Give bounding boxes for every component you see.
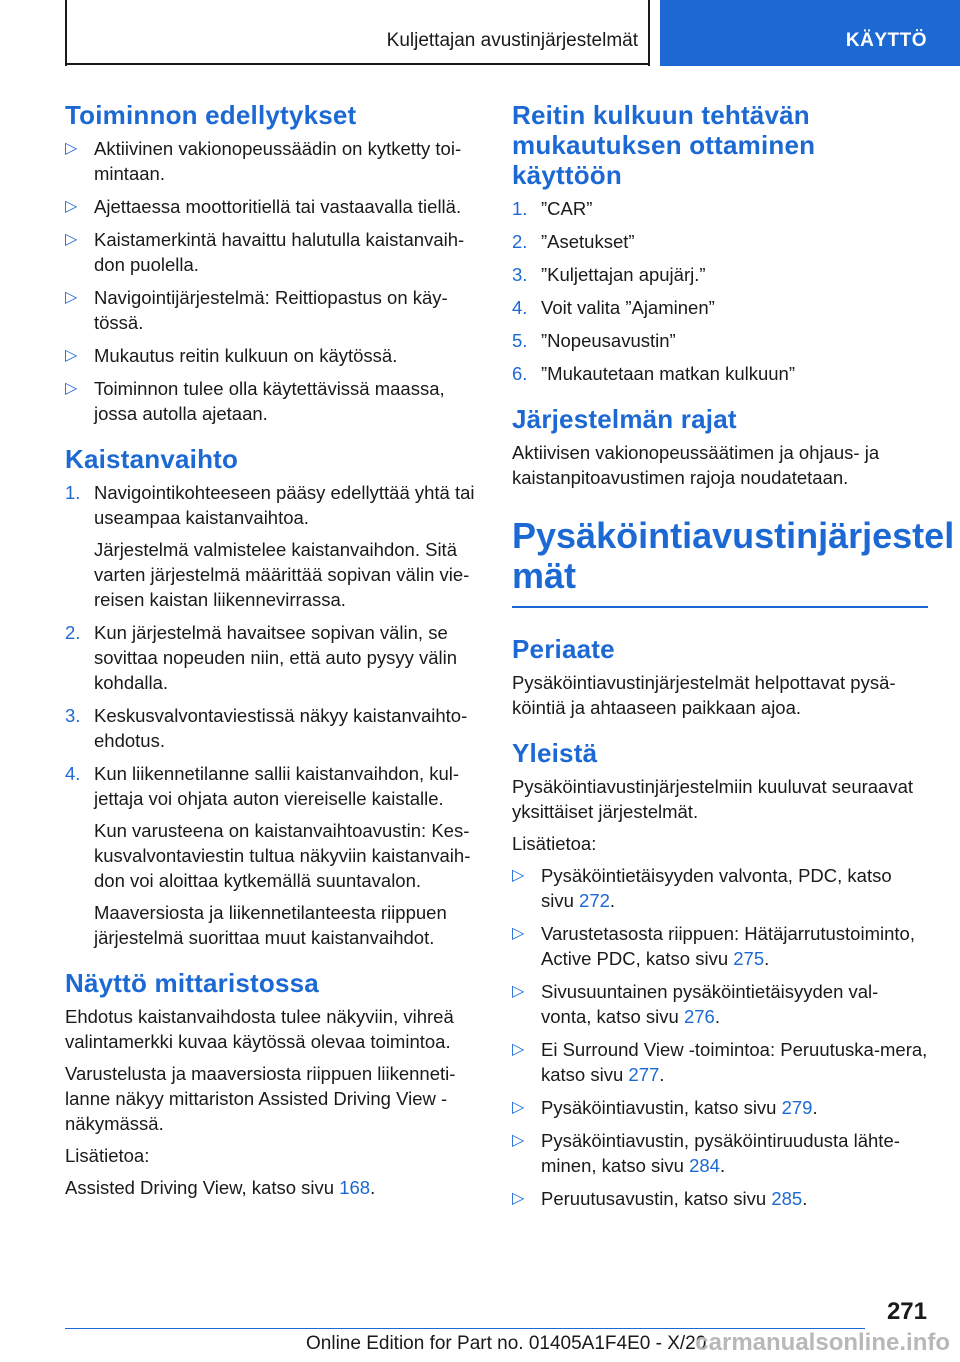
- page-link[interactable]: 275: [733, 948, 765, 969]
- paragraph: Assisted Driving View, katso sivu 168.: [65, 1177, 376, 1198]
- paragraph: Aktiivisen vakionopeussäätimen ja ohjaus- ja kaistanpitoavustimen rajoja noudatetaan.: [512, 442, 880, 488]
- list-item: 3. ”Kuljettajan apujärj.”: [512, 264, 706, 285]
- section-requirements: [65, 100, 477, 426]
- step-number: 6.: [512, 363, 528, 384]
- paragraph: Pysäköintiavustinjärjestelmät helpottavat pysä-köintiä ja ahtaaseen paikkaan ajoa.: [512, 672, 896, 718]
- list-item: 1. Navigointikohteeseen pääsy edellyttää yhtä tai useampaa kaistanvaihtoa. Järjestelmä valmistelee kaistanvaihdon. Sitä varten järjestelmä määrittää sopivan välin vie-reisen kaistan liikennevirrassa.: [65, 480, 477, 612]
- list-item: ▷ Pysäköintiavustin, pysäköintiruudusta lähte-minen, katso sivu 284.: [512, 1130, 900, 1176]
- page-link[interactable]: 276: [683, 1006, 715, 1027]
- step-number: 1.: [512, 198, 528, 219]
- section-title: Yleistä: [512, 738, 598, 768]
- list-item: ▷ Kaistamerkintä havaittu halutulla kaistanvaih-don puolella.: [65, 229, 465, 275]
- step-number: 3.: [65, 705, 81, 726]
- section-title: Periaate: [512, 634, 615, 664]
- triangle-bullet-icon: ▷: [65, 289, 78, 306]
- list-item: ▷ Pysäköintietäisyyden valvonta, PDC, katso sivu 272.: [512, 865, 892, 911]
- list-item: ▷ Ei Surround View -toimintoa: Peruutuska-mera, katso sivu 277.: [512, 1039, 928, 1085]
- list-item: 4. Voit valita ”Ajaminen”: [512, 297, 715, 318]
- paragraph: Varustelusta ja maaversiosta riippuen liikenneti-lanne näkyy mittariston Assisted Driving View -näkymässä.: [65, 1063, 456, 1134]
- step-number: 4.: [65, 763, 81, 784]
- step-note: Kun varusteena on kaistanvaihtoavustin: Kes-kusvalvontaviestin tultua näkyviin kaistanvaih-don voi aloittaa kytkemällä suuntavalon.: [94, 820, 471, 891]
- triangle-bullet-icon: ▷: [65, 231, 78, 248]
- paragraph: Pysäköintiavustinjärjestelmiin kuuluvat seuraavat yksittäiset järjestelmät.: [512, 776, 914, 822]
- step-note: Maaversiosta ja liikennetilanteesta riippuen järjestelmä suorittaa muut kaistanvaihdot.: [94, 902, 447, 948]
- list-item: 2. ”Asetukset”: [512, 231, 635, 252]
- step-note: Järjestelmä valmistelee kaistanvaihdon. Sitä varten järjestelmä määrittää sopivan välin vie-reisen kaistan liikennevirrassa.: [94, 539, 470, 610]
- list-item: 3. Keskusvalvontaviestissä näkyy kaistanvaihto-ehdotus.: [65, 705, 468, 751]
- page-link[interactable]: 277: [628, 1064, 660, 1085]
- triangle-bullet-icon: ▷: [512, 867, 525, 884]
- paragraph: Lisätietoa:: [512, 833, 597, 854]
- header-section-tab[interactable]: [660, 0, 960, 66]
- section-general: [512, 738, 928, 1211]
- page-link[interactable]: 284: [689, 1155, 720, 1176]
- page-link[interactable]: 168: [339, 1177, 371, 1198]
- list-item: ▷ Aktiivinen vakionopeussäädin on kytketty toi-mintaan.: [65, 138, 462, 184]
- page-number: 271: [886, 1298, 927, 1325]
- paragraph: Ehdotus kaistanvaihdosta tulee näkyviin, vihreä valintamerkki kuvaa käytössä olevaa toimintoa.: [65, 1006, 454, 1052]
- paragraph: Lisätietoa:: [65, 1145, 150, 1166]
- page-link[interactable]: 285: [771, 1188, 803, 1209]
- header-section-tab-label: KÄYTTÖ: [845, 30, 927, 51]
- section-instrument-display: [65, 968, 477, 1200]
- list-item: ▷ Mukautus reitin kulkuun on käytössä.: [65, 345, 398, 366]
- left-column: [65, 100, 477, 1218]
- chapter-heading: [512, 515, 955, 608]
- step-number: 1.: [65, 482, 81, 503]
- list-item: ▷ Ajettaessa moottoritiellä tai vastaavalla tiellä.: [65, 196, 462, 217]
- section-title: Järjestelmän rajat: [512, 404, 737, 434]
- chapter-rule: [512, 606, 928, 608]
- triangle-bullet-icon: ▷: [65, 140, 78, 157]
- section-title: Kaistanvaihto: [65, 444, 239, 474]
- triangle-bullet-icon: ▷: [512, 1041, 525, 1058]
- section-title: Näyttö mittaristossa: [65, 968, 319, 998]
- step-number: 3.: [512, 264, 528, 285]
- section-title: Reitin kulkuun tehtävän mukautuksen ottaminen käyttöön: [512, 100, 816, 190]
- page-link[interactable]: 279: [781, 1097, 813, 1118]
- header-title: Kuljettajan avustinjärjestelmät: [386, 30, 638, 51]
- list-item: 5. ”Nopeusavustin”: [512, 330, 676, 351]
- header-rule-bottom: [65, 63, 650, 65]
- triangle-bullet-icon: ▷: [512, 1190, 525, 1207]
- lane-change-steps: [65, 480, 477, 950]
- list-item: ▷ Varustetasosta riippuen: Hätäjarrutustoiminto, Active PDC, katso sivu 275.: [512, 923, 915, 969]
- section-route-adaptation: [512, 100, 928, 386]
- section-system-limits: [512, 404, 928, 490]
- list-item: ▷ Peruutusavustin, katso sivu 285.: [512, 1188, 808, 1209]
- list-item: ▷ Pysäköintiavustin, katso sivu 279.: [512, 1097, 818, 1118]
- header-rule-right: [648, 0, 650, 66]
- footer-edition-text: Online Edition for Part no. 01405A1F4E0 - X/20: [306, 1333, 707, 1354]
- list-item: 6. ”Mukautetaan matkan kulkuun”: [512, 363, 795, 384]
- page-header: [0, 0, 960, 66]
- section-lane-change: [65, 444, 477, 950]
- right-column: [512, 100, 955, 1229]
- triangle-bullet-icon: ▷: [512, 1132, 525, 1149]
- triangle-bullet-icon: ▷: [512, 925, 525, 942]
- step-number: 5.: [512, 330, 528, 351]
- watermark-text: carmanualsonline.info: [695, 1329, 950, 1356]
- list-item: ▷ Navigointijärjestelmä: Reittiopastus on käy-tössä.: [65, 287, 448, 333]
- header-rule-left: [65, 0, 67, 66]
- triangle-bullet-icon: ▷: [512, 1099, 525, 1116]
- triangle-bullet-icon: ▷: [512, 983, 525, 1000]
- requirements-list: [65, 136, 477, 426]
- step-number: 2.: [512, 231, 528, 252]
- list-item: ▷ Toiminnon tulee olla käytettävissä maassa, jossa autolla ajetaan.: [65, 378, 445, 424]
- list-item: ▷ Sivusuuntainen pysäköintietäisyyden val-vonta, katso sivu 276.: [512, 981, 879, 1027]
- section-title: Toiminnon edellytykset: [65, 100, 357, 130]
- triangle-bullet-icon: ▷: [65, 198, 78, 215]
- list-item: 2. Kun järjestelmä havaitsee sopivan välin, se sovittaa nopeuden niin, että auto pysyy välin kohdalla.: [65, 622, 458, 693]
- step-number: 4.: [512, 297, 528, 318]
- section-principle: [512, 634, 928, 720]
- triangle-bullet-icon: ▷: [65, 380, 78, 397]
- chapter-title: Pysäköintiavustinjärjestel mät: [512, 515, 955, 596]
- route-adaptation-steps: [512, 196, 928, 386]
- list-item: 4. Kun liikennetilanne sallii kaistanvaihdon, kul-jettaja voi ohjata auton viereiselle kaistalle. Kun varusteena on kaistanvaihtoavustin: Kes-kusvalvontaviestin tultua näkyviin kaistanvaih-don voi aloittaa kytkemällä suuntavalon. Maaversiosta ja liikennetilanteesta riippuen järjestelmä suorittaa muut kaistanvaihdot.: [65, 761, 477, 950]
- list-item: 1. ”CAR”: [512, 198, 593, 219]
- page-link[interactable]: 272: [579, 890, 610, 911]
- triangle-bullet-icon: ▷: [65, 347, 78, 364]
- parking-systems-list: [512, 863, 928, 1211]
- step-number: 2.: [65, 622, 81, 643]
